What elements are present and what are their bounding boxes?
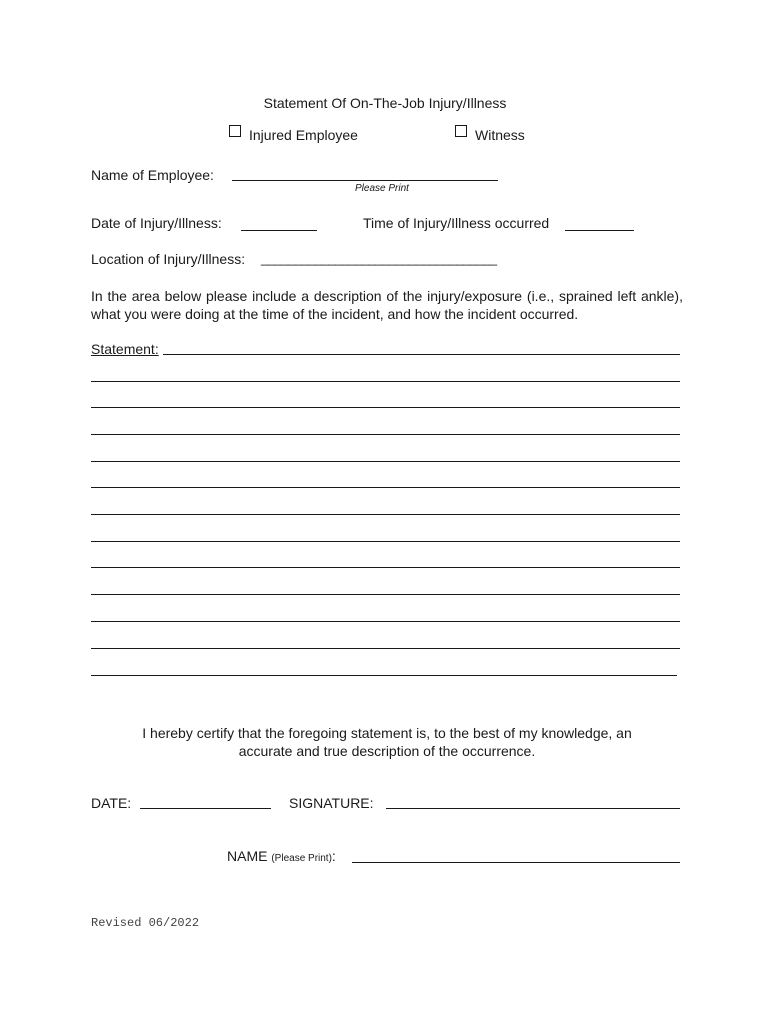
revision-date: Revised 06/2022: [91, 916, 200, 930]
instructions-text: In the area below please include a description of the injury/exposure (i.e., sprained left ankle), what you were doing at the time of the incident, and how the incident occurred.: [91, 288, 683, 322]
injury-time-label: Time of Injury/Illness occurred: [363, 215, 550, 231]
certification-text: [91, 724, 683, 760]
sign-date-label: DATE:: [91, 795, 132, 811]
statement-line[interactable]: [91, 621, 680, 622]
statement-line[interactable]: [91, 675, 677, 676]
print-name-label: [227, 848, 336, 867]
print-name-colon: :: [331, 848, 336, 864]
statement-line[interactable]: [163, 354, 680, 355]
statement-line[interactable]: [91, 487, 680, 488]
witness-checkbox[interactable]: [455, 125, 467, 137]
employee-name-label: Name of Employee:: [91, 167, 214, 183]
employee-name-field[interactable]: [232, 180, 498, 181]
injury-date-label: Date of Injury/Illness:: [91, 215, 222, 231]
injury-location-label: Location of Injury/Illness:: [91, 251, 246, 267]
print-name-field[interactable]: [352, 862, 680, 863]
statement-line[interactable]: [91, 567, 680, 568]
signature-field[interactable]: [386, 808, 680, 809]
statement-line[interactable]: [91, 381, 680, 382]
statement-line[interactable]: [91, 514, 680, 515]
statement-line[interactable]: [91, 434, 680, 435]
statement-line[interactable]: [91, 407, 680, 408]
signature-label: SIGNATURE:: [289, 795, 374, 811]
statement-line[interactable]: [91, 541, 680, 542]
form-title: Statement Of On-The-Job Injury/Illness: [263, 95, 507, 111]
certification-line-2: accurate and true description of the occurrence.: [238, 743, 536, 759]
injured-employee-checkbox[interactable]: [229, 125, 241, 137]
statement-line[interactable]: [91, 461, 680, 462]
injured-employee-label: Injured Employee: [249, 127, 358, 143]
injury-location-field[interactable]: ___________________________________: [261, 251, 497, 266]
print-name-hint: (Please Print): [271, 853, 332, 864]
injury-date-field[interactable]: [241, 230, 317, 231]
statement-label: Statement:: [91, 341, 159, 357]
please-print-hint: Please Print: [355, 183, 409, 194]
sign-date-field[interactable]: [140, 808, 271, 809]
witness-label: Witness: [475, 127, 525, 143]
certification-line-1: I hereby certify that the foregoing statement is, to the best of my knowledge, an: [142, 725, 632, 741]
statement-line[interactable]: [91, 594, 680, 595]
print-name-label-text: NAME: [227, 848, 268, 864]
injury-time-field[interactable]: [565, 230, 634, 231]
statement-line[interactable]: [91, 648, 680, 649]
